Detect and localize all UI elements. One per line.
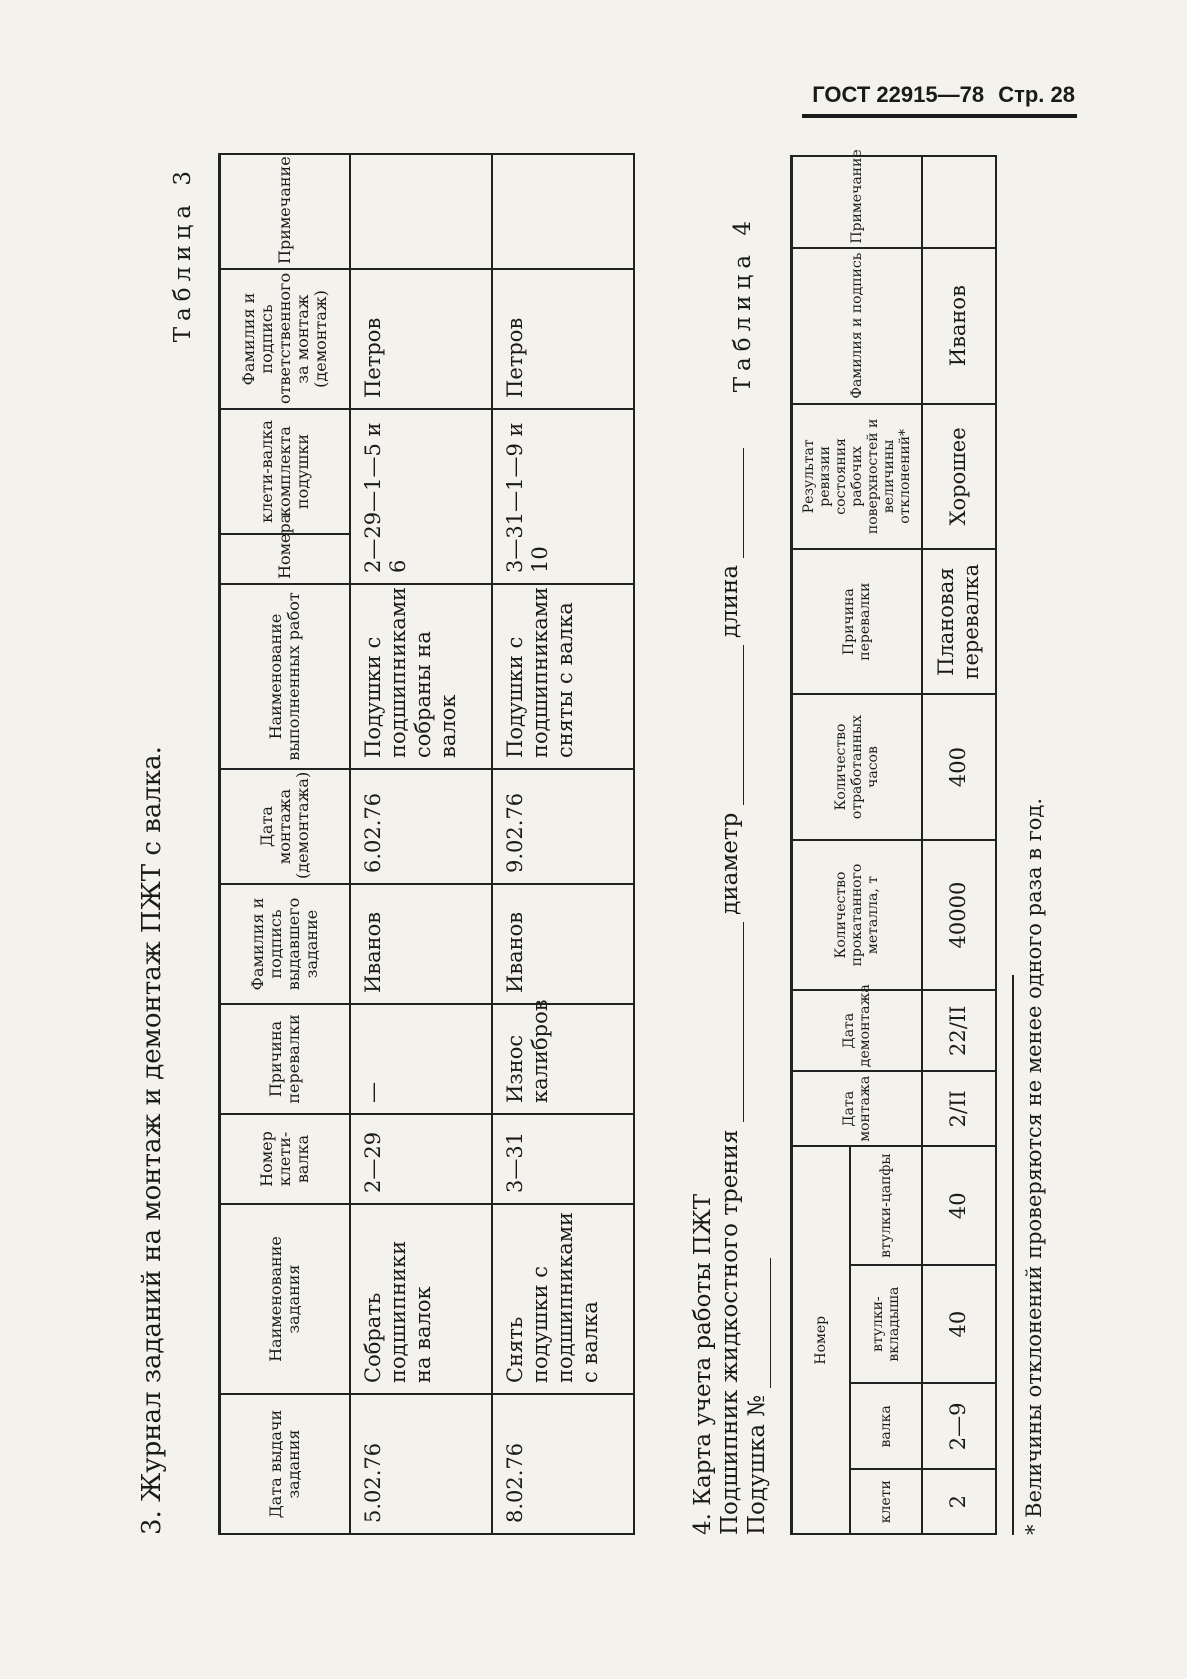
cell: Собрать подшипники на валок — [350, 1204, 492, 1394]
cell — [922, 156, 996, 248]
col-dismount-date: Дата демонтажа — [792, 990, 922, 1071]
table-4-label: Таблица 4 — [730, 215, 756, 393]
footnote-rule — [1012, 975, 1014, 1535]
col-inspection: Результат ревизии состояния рабочих поверхностей и величины отклонений* — [792, 404, 922, 549]
cell: 5.02.76 — [350, 1394, 492, 1534]
table-row — [350, 154, 492, 1534]
length-label: длина — [717, 564, 743, 639]
cell: 2/II — [922, 1071, 996, 1146]
col-mount-date: Дата монтажа (демонтажа) — [220, 769, 350, 884]
col-hours: Количество отработанных часов — [792, 694, 922, 839]
cell: — — [350, 1004, 492, 1114]
cell: 40 — [922, 1265, 996, 1383]
cushion-blank — [750, 1258, 771, 1388]
cell: Подушки с подшипниками сняты с валка — [492, 584, 634, 769]
cell: Иванов — [922, 248, 996, 404]
cell: 2—29—1—5 и 6 — [350, 409, 492, 584]
table-row — [492, 154, 634, 1534]
diameter-blank — [723, 645, 744, 805]
cell: Петров — [492, 269, 634, 409]
col-reason: Причина перевалки — [220, 1004, 350, 1114]
col-roll: валка — [850, 1383, 922, 1469]
length-blank — [723, 448, 744, 558]
cell: Петров — [350, 269, 492, 409]
cell: Иванов — [492, 884, 634, 1004]
cell: 6.02.76 — [350, 769, 492, 884]
col-responsible: Фамилия и подпись ответственного за монтаж (демонтаж) — [220, 269, 350, 409]
cell: 9.02.76 — [492, 769, 634, 884]
cell: 22/II — [922, 990, 996, 1071]
col-issue-date: Дата выдачи задания — [220, 1394, 350, 1534]
col-number-group: Номер — [792, 1146, 850, 1534]
col-task-name: Наименование задания — [220, 1204, 350, 1394]
section-4-title: 4. Карта учета работы ПЖТ — [690, 1193, 716, 1535]
bearing-line — [717, 448, 744, 1535]
cell — [492, 154, 634, 269]
col-metal-qty: Количество прокатанного металла, т — [792, 840, 922, 991]
col-stand: клети — [850, 1469, 922, 1534]
col-set-numbers: клети-валка комплекта подушки — [220, 409, 350, 534]
section-4 — [690, 149, 1050, 1535]
section-3 — [130, 155, 650, 1535]
col-mount-date: Дата монтажа — [792, 1071, 922, 1146]
cushion-label: Подушка № — [744, 1394, 770, 1535]
cell: 3—31 — [492, 1114, 634, 1204]
cell: 2—9 — [922, 1383, 996, 1469]
cell: Подушки с подшипниками собраны на валок — [350, 584, 492, 769]
col-reason: Причина перевалки — [792, 549, 922, 694]
cell: 3—31—1—9 и 10 — [492, 409, 634, 584]
cell: Плановая перевалка — [922, 549, 996, 694]
footnote: * Величины отклонений проверяются не менее одного раза в год. — [1022, 798, 1046, 1535]
bearing-blank — [723, 922, 744, 1122]
col-sleeve-liner: втулки-вкладыша — [850, 1265, 922, 1383]
cell: Снять подушки с подшипниками с валка — [492, 1204, 634, 1394]
table-row — [922, 156, 996, 1534]
bearing-label: Подшипник жидкостного трения — [717, 1129, 743, 1535]
col-numbers: Номера — [220, 534, 350, 584]
col-signature: Фамилия и подпись — [792, 248, 922, 404]
table-3 — [218, 153, 635, 1535]
table-3-label: Таблица 3 — [170, 165, 196, 343]
cushion-line — [744, 448, 771, 1535]
cell: Износ калибров — [492, 1004, 634, 1114]
col-sleeve-journal: втулки-цапфы — [850, 1146, 922, 1264]
cell: Хорошее — [922, 404, 996, 549]
col-stand-roll: Номер клети-валка — [220, 1114, 350, 1204]
table-4 — [790, 149, 997, 1535]
col-note: Примечание — [792, 156, 922, 248]
cell: 40000 — [922, 840, 996, 991]
cell: 2—29 — [350, 1114, 492, 1204]
col-note: Примечание — [220, 154, 350, 269]
cell — [350, 154, 492, 269]
col-work-name: Наименование выполненных работ — [220, 584, 350, 769]
cell: 2 — [922, 1469, 996, 1534]
cell: 400 — [922, 694, 996, 839]
page-number: Стр. 28 — [998, 82, 1075, 107]
standard-number: ГОСТ 22915—78 — [812, 82, 985, 107]
section-4-heading — [690, 448, 771, 1535]
cell: Иванов — [350, 884, 492, 1004]
diameter-label: диаметр — [717, 812, 743, 915]
section-3-title: 3. Журнал заданий на монтаж и демонтаж ПЖТ с валка. — [137, 746, 167, 1535]
cell: 40 — [922, 1146, 996, 1264]
page-header — [802, 82, 1077, 118]
col-issuer: Фамилия и подпись выдавшего задание — [220, 884, 350, 1004]
cell: 8.02.76 — [492, 1394, 634, 1534]
